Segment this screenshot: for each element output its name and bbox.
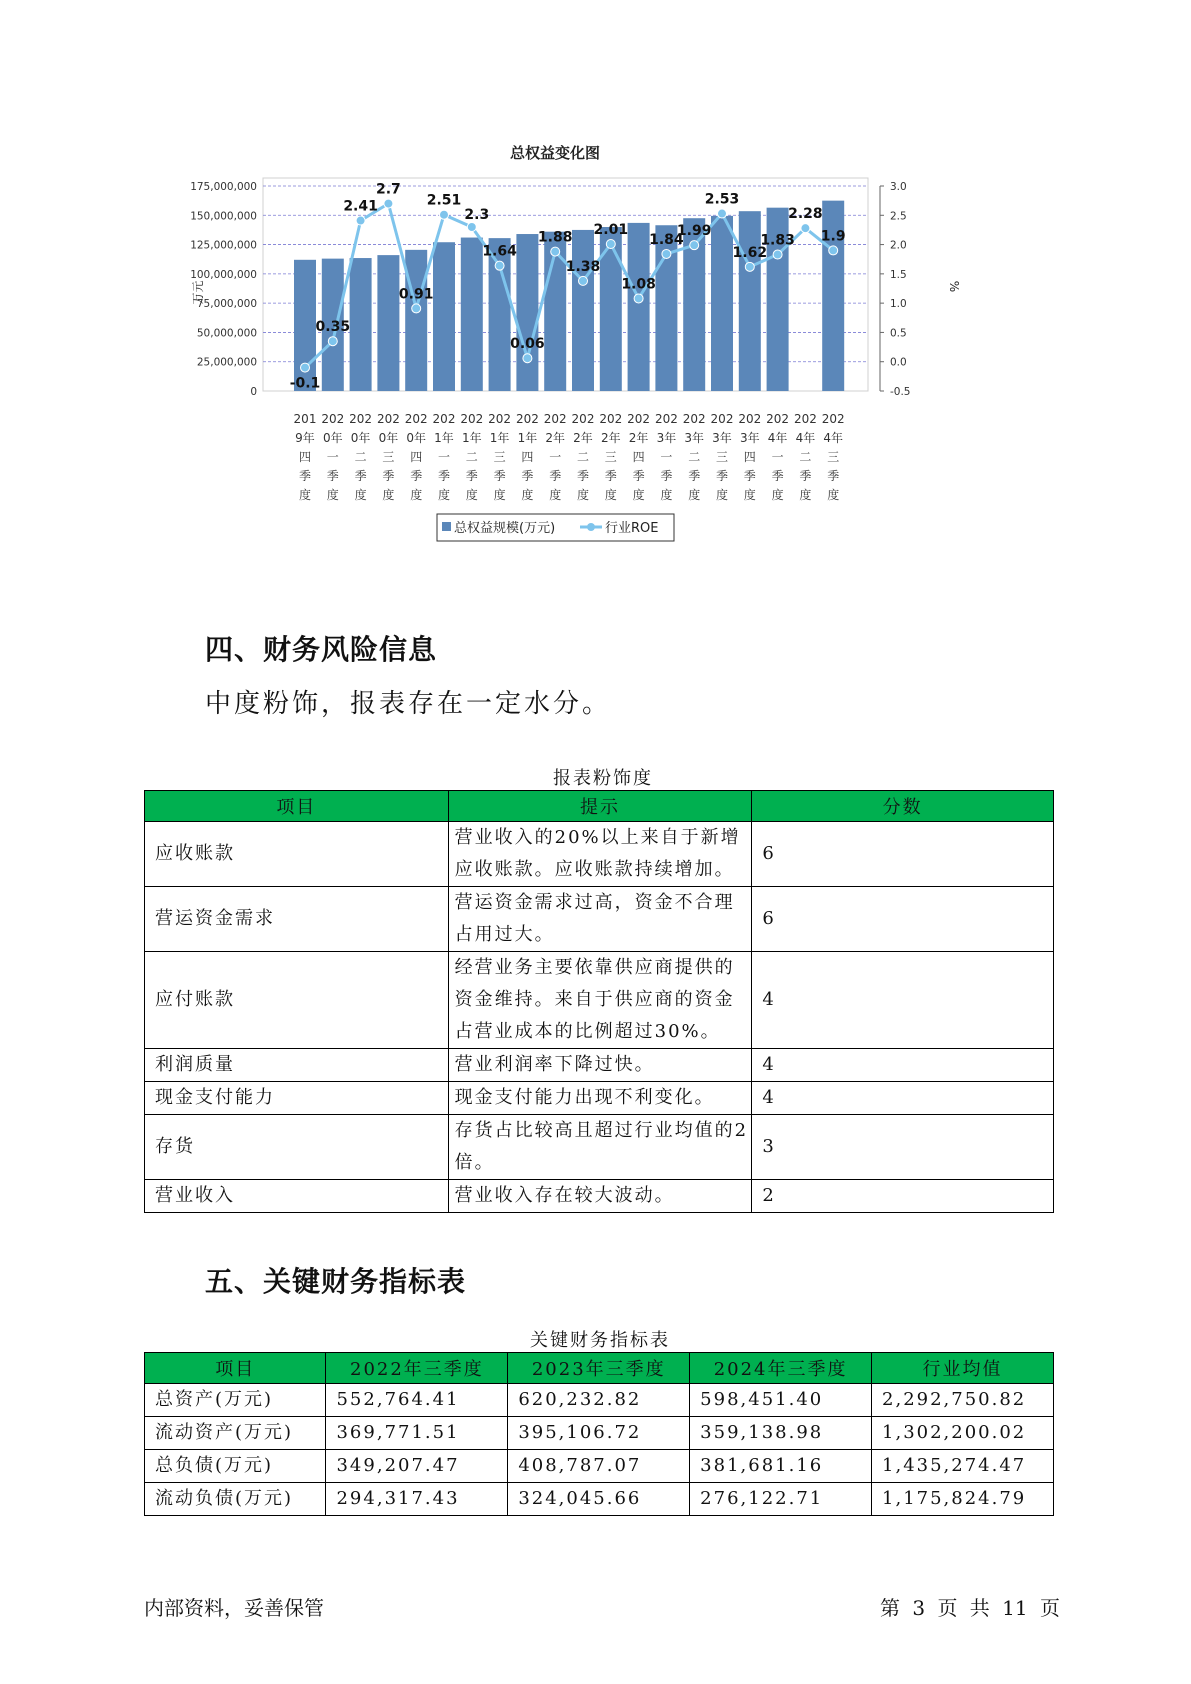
x-tick-label: 一 xyxy=(326,450,339,464)
x-tick-label: 0年 xyxy=(322,431,343,445)
x-tick-label: 季 xyxy=(799,469,812,483)
risk-score-cell: 6 xyxy=(752,887,1054,952)
x-tick-label: 3年 xyxy=(739,431,760,445)
y-tick-label: 100,000,000 xyxy=(190,268,257,281)
x-tick-label: 度 xyxy=(660,488,673,502)
col-header-item: 项目 xyxy=(145,791,449,822)
roe-data-label: 1.38 xyxy=(565,258,601,275)
x-tick-label: 季 xyxy=(688,469,701,483)
x-tick-label: 度 xyxy=(521,488,534,502)
x-tick-label: 4年 xyxy=(767,431,788,445)
risk-score-cell: 6 xyxy=(752,822,1054,887)
roe-data-label: 1.83 xyxy=(760,232,795,249)
x-tick-label: 四 xyxy=(410,450,423,464)
x-tick-label: 2年 xyxy=(573,431,593,445)
legend-bar-label: 总权益规模(万元) xyxy=(454,521,556,536)
risk-item-cell: 现金支付能力 xyxy=(145,1082,449,1115)
kpi-value-cell: 369,771.51 xyxy=(326,1417,508,1450)
table-row xyxy=(145,887,1054,952)
kpi-item-cell: 总负债(万元) xyxy=(145,1450,326,1483)
risk-tip-cell: 营业收入存在较大波动。 xyxy=(448,1180,752,1213)
x-tick-label: 202 xyxy=(682,412,706,426)
legend-line-label: 行业ROE xyxy=(605,521,659,536)
bar xyxy=(600,227,622,391)
x-tick-label: 四 xyxy=(521,450,534,464)
x-tick-label: 202 xyxy=(349,412,373,426)
roe-point xyxy=(384,199,393,208)
kpi-header-2022q3: 2022年三季度 xyxy=(326,1353,508,1384)
x-tick-label: 季 xyxy=(410,469,423,483)
roe-point xyxy=(301,363,310,372)
x-tick-label: 度 xyxy=(799,488,812,502)
x-tick-label: 季 xyxy=(549,469,562,483)
x-tick-label: 季 xyxy=(437,469,451,483)
x-tick-label: 202 xyxy=(376,412,400,426)
x-tick-label: 度 xyxy=(437,488,451,502)
y2-tick-label: 2.0 xyxy=(890,239,907,252)
col-header-score: 分数 xyxy=(752,791,1054,822)
y-tick-label: 25,000,000 xyxy=(196,356,257,369)
x-tick-label: 2年 xyxy=(545,431,566,445)
table-row xyxy=(145,1384,1054,1417)
y2-tick-label: -0.5 xyxy=(890,386,911,398)
x-tick-label: 度 xyxy=(604,488,617,502)
roe-point xyxy=(801,224,810,233)
roe-data-label: 2.51 xyxy=(426,192,462,209)
x-tick-label: 四 xyxy=(743,450,756,464)
kpi-value-cell: 552,764.41 xyxy=(326,1384,508,1417)
kpi-header-2024q3: 2024年三季度 xyxy=(690,1353,872,1384)
chart-title: 总权益变化图 xyxy=(509,144,601,162)
x-tick-label: 度 xyxy=(827,488,840,502)
x-tick-label: 202 xyxy=(627,412,651,426)
roe-data-label: 1.62 xyxy=(732,244,768,261)
x-tick-label: 季 xyxy=(827,469,840,483)
x-tick-label: 一 xyxy=(437,450,451,464)
bar xyxy=(628,223,650,391)
bar xyxy=(377,255,399,391)
x-tick-label: 三 xyxy=(604,450,617,464)
table-row xyxy=(145,952,1054,1049)
risk-tip-cell: 经营业务主要依靠供应商提供的资金维持。来自于供应商的资金占营业成本的比例超过30%。 xyxy=(448,952,752,1049)
roe-data-label: 2.53 xyxy=(704,191,740,208)
table-row xyxy=(145,1082,1054,1115)
risk-score-cell: 2 xyxy=(752,1180,1054,1213)
y-tick-label: 150,000,000 xyxy=(190,210,257,223)
x-tick-label: 度 xyxy=(688,488,701,502)
kpi-header-item: 项目 xyxy=(145,1353,326,1384)
risk-item-cell: 利润质量 xyxy=(145,1049,449,1082)
x-tick-label: 201 xyxy=(293,412,317,426)
kpi-item-cell: 流动资产(万元) xyxy=(145,1417,326,1450)
kpi-value-cell: 294,317.43 xyxy=(326,1483,508,1516)
col-header-tip: 提示 xyxy=(448,791,752,822)
roe-point xyxy=(467,223,476,232)
risk-item-cell: 营运资金需求 xyxy=(145,887,449,952)
x-tick-label: 度 xyxy=(549,488,562,502)
x-tick-label: 9年 xyxy=(295,431,315,445)
footer-page-number: 第 3 页 共 11 页 xyxy=(880,1596,1060,1620)
roe-point xyxy=(579,276,588,285)
x-tick-label: 2年 xyxy=(628,431,649,445)
legend-line-marker xyxy=(587,523,595,531)
roe-point xyxy=(495,261,504,270)
x-tick-label: 度 xyxy=(493,488,506,502)
y2-axis-label: % xyxy=(947,280,961,293)
x-tick-label: 202 xyxy=(599,412,623,426)
risk-tip-cell: 营业利润率下降过快。 xyxy=(448,1049,752,1082)
x-tick-label: 0年 xyxy=(350,431,371,445)
roe-data-label: 2.41 xyxy=(343,198,378,215)
y-tick-label: 75,000,000 xyxy=(196,298,257,311)
roe-point xyxy=(328,337,337,346)
y-axis-label: 万元 xyxy=(191,280,205,305)
x-tick-label: 度 xyxy=(326,488,339,502)
risk-item-cell: 应付账款 xyxy=(145,952,449,1049)
bar xyxy=(433,242,455,391)
x-tick-label: 202 xyxy=(488,412,512,426)
roe-data-label: 1.84 xyxy=(649,231,684,248)
x-tick-label: 季 xyxy=(715,469,729,483)
kpi-table-caption: 关键财务指标表 xyxy=(530,1330,670,1351)
roe-data-label: 1.64 xyxy=(482,243,517,260)
kpi-value-cell: 1,302,200.02 xyxy=(872,1417,1054,1450)
risk-score-cell: 4 xyxy=(752,952,1054,1049)
x-tick-label: 度 xyxy=(298,488,312,502)
risk-tip-cell: 营业收入的20%以上来自于新增应收账款。应收账款持续增加。 xyxy=(448,822,752,887)
bar xyxy=(739,211,761,391)
x-tick-label: 202 xyxy=(571,412,595,426)
risk-tip-cell: 营运资金需求过高，资金不合理占用过大。 xyxy=(448,887,752,952)
kpi-value-cell: 2,292,750.82 xyxy=(872,1384,1054,1417)
roe-point xyxy=(718,209,727,218)
roe-point xyxy=(440,210,449,219)
kpi-value-cell: 620,232.82 xyxy=(508,1384,690,1417)
kpi-value-cell: 598,451.40 xyxy=(690,1384,872,1417)
x-tick-label: 二 xyxy=(688,450,701,464)
risk-tip-cell: 现金支付能力出现不利变化。 xyxy=(448,1082,752,1115)
x-tick-label: 季 xyxy=(521,469,534,483)
roe-data-label: 1.08 xyxy=(621,276,656,293)
x-tick-label: 季 xyxy=(354,469,367,483)
x-tick-label: 202 xyxy=(738,412,762,426)
x-tick-label: 度 xyxy=(743,488,756,502)
x-tick-label: 202 xyxy=(460,412,484,426)
risk-item-cell: 应收账款 xyxy=(145,822,449,887)
x-tick-label: 3年 xyxy=(712,431,732,445)
x-tick-label: 202 xyxy=(793,412,817,426)
kpi-table xyxy=(144,1352,1054,1516)
x-tick-label: 度 xyxy=(715,488,729,502)
x-tick-label: 三 xyxy=(827,450,840,464)
risk-item-cell: 存货 xyxy=(145,1115,449,1180)
x-tick-label: 季 xyxy=(771,469,784,483)
risk-tip-cell: 存货占比较高且超过行业均值的2倍。 xyxy=(448,1115,752,1180)
x-tick-label: 季 xyxy=(493,469,506,483)
x-tick-label: 202 xyxy=(543,412,567,426)
x-tick-label: 4年 xyxy=(823,431,844,445)
y2-tick-label: 1.5 xyxy=(890,268,907,281)
roe-data-label: 1.9 xyxy=(820,228,846,245)
x-tick-label: 季 xyxy=(660,469,673,483)
x-tick-label: 四 xyxy=(632,450,645,464)
y2-tick-label: 0.0 xyxy=(890,356,907,369)
roe-data-label: 0.35 xyxy=(315,319,351,336)
x-tick-label: 3年 xyxy=(656,431,677,445)
roe-data-label: 2.7 xyxy=(375,181,401,198)
table-row xyxy=(145,1450,1054,1483)
risk-score-cell: 4 xyxy=(752,1082,1054,1115)
y-tick-label: 175,000,000 xyxy=(190,181,257,193)
x-tick-label: 202 xyxy=(432,412,456,426)
x-tick-label: 202 xyxy=(515,412,539,426)
x-tick-label: 202 xyxy=(821,412,845,426)
roe-data-label: 2.01 xyxy=(593,221,629,238)
roe-data-label: 0.06 xyxy=(510,336,545,353)
x-tick-label: 4年 xyxy=(795,431,816,445)
equity-chart-svg xyxy=(180,138,970,598)
x-tick-label: 二 xyxy=(576,450,590,464)
x-tick-label: 季 xyxy=(576,469,590,483)
kpi-value-cell: 324,045.66 xyxy=(508,1483,690,1516)
x-tick-label: 三 xyxy=(715,450,729,464)
x-tick-label: 一 xyxy=(660,450,673,464)
section4-title: 四、财务风险信息 xyxy=(205,633,438,666)
y2-tick-label: 3.0 xyxy=(890,181,907,193)
risk-score-cell: 3 xyxy=(752,1115,1054,1180)
equity-chart xyxy=(180,138,970,598)
y2-tick-label: 2.5 xyxy=(890,210,907,223)
x-tick-label: 度 xyxy=(465,488,478,502)
x-tick-label: 季 xyxy=(465,469,478,483)
x-tick-label: 四 xyxy=(298,450,312,464)
x-tick-label: 1年 xyxy=(489,431,510,445)
x-tick-label: 三 xyxy=(382,450,395,464)
x-tick-label: 度 xyxy=(576,488,590,502)
x-tick-label: 202 xyxy=(321,412,345,426)
roe-point xyxy=(662,249,671,258)
x-tick-label: 2年 xyxy=(600,431,621,445)
y2-tick-label: 0.5 xyxy=(890,327,907,340)
roe-point xyxy=(829,246,838,255)
roe-data-label: 2.28 xyxy=(788,206,823,223)
table-row xyxy=(145,1115,1054,1180)
roe-point xyxy=(745,262,754,271)
x-tick-label: 季 xyxy=(382,469,395,483)
x-tick-label: 度 xyxy=(632,488,645,502)
roe-point xyxy=(690,241,699,250)
kpi-item-cell: 总资产(万元) xyxy=(145,1384,326,1417)
kpi-value-cell: 276,122.71 xyxy=(690,1483,872,1516)
bar xyxy=(572,230,594,391)
kpi-value-cell: 1,175,824.79 xyxy=(872,1483,1054,1516)
roe-point xyxy=(412,304,421,313)
x-tick-label: 季 xyxy=(743,469,756,483)
x-tick-label: 3年 xyxy=(684,431,705,445)
roe-data-label: 1.99 xyxy=(676,223,712,240)
roe-data-label: 0.91 xyxy=(398,286,434,303)
y2-tick-label: 1.0 xyxy=(890,298,907,311)
x-tick-label: 度 xyxy=(410,488,423,502)
x-tick-label: 季 xyxy=(604,469,617,483)
section4-summary: 中度粉饰，报表存在一定水分。 xyxy=(205,689,612,719)
footer-confidential: 内部资料，妥善保管 xyxy=(144,1596,324,1620)
risk-table-caption: 报表粉饰度 xyxy=(553,768,653,789)
x-tick-label: 度 xyxy=(771,488,784,502)
x-tick-label: 1年 xyxy=(434,431,454,445)
kpi-header-industry-avg: 行业均值 xyxy=(872,1353,1054,1384)
x-tick-label: 一 xyxy=(549,450,562,464)
roe-data-label: 1.88 xyxy=(537,229,573,246)
x-tick-label: 0年 xyxy=(378,431,399,445)
roe-point xyxy=(523,354,532,363)
bar xyxy=(516,234,538,391)
roe-point xyxy=(551,247,560,256)
table-row xyxy=(145,1483,1054,1516)
kpi-value-cell: 395,106.72 xyxy=(508,1417,690,1450)
kpi-value-cell: 408,787.07 xyxy=(508,1450,690,1483)
y-tick-label: 0 xyxy=(250,386,257,398)
table-row xyxy=(145,1049,1054,1082)
bar xyxy=(711,216,733,391)
kpi-value-cell: 1,435,274.47 xyxy=(872,1450,1054,1483)
x-tick-label: 二 xyxy=(799,450,812,464)
kpi-header-2023q3: 2023年三季度 xyxy=(508,1353,690,1384)
x-tick-label: 三 xyxy=(493,450,506,464)
risk-table xyxy=(144,790,1054,1213)
x-tick-label: 202 xyxy=(654,412,678,426)
x-tick-label: 二 xyxy=(465,450,478,464)
x-tick-label: 度 xyxy=(354,488,367,502)
x-tick-label: 202 xyxy=(710,412,734,426)
x-tick-label: 季 xyxy=(632,469,645,483)
section5-title: 五、关键财务指标表 xyxy=(205,1265,467,1298)
kpi-item-cell: 流动负债(万元) xyxy=(145,1483,326,1516)
table-row xyxy=(145,1180,1054,1213)
x-tick-label: 0年 xyxy=(406,431,427,445)
roe-point xyxy=(356,216,365,225)
bar xyxy=(461,238,483,391)
x-tick-label: 202 xyxy=(766,412,790,426)
legend-bar-swatch xyxy=(442,522,451,531)
table-row xyxy=(145,1417,1054,1450)
roe-point xyxy=(606,239,615,248)
x-tick-label: 季 xyxy=(326,469,339,483)
risk-score-cell: 4 xyxy=(752,1049,1054,1082)
x-tick-label: 202 xyxy=(404,412,428,426)
x-tick-label: 二 xyxy=(354,450,367,464)
bar xyxy=(350,258,372,391)
kpi-value-cell: 349,207.47 xyxy=(326,1450,508,1483)
x-tick-label: 1年 xyxy=(517,431,538,445)
x-tick-label: 1年 xyxy=(461,431,482,445)
table-row xyxy=(145,822,1054,887)
y-tick-label: 50,000,000 xyxy=(196,327,257,340)
x-tick-label: 度 xyxy=(382,488,395,502)
y-tick-label: 125,000,000 xyxy=(190,239,257,252)
roe-data-label: 2.3 xyxy=(464,207,490,223)
x-tick-label: 季 xyxy=(298,469,312,483)
roe-data-label: -0.1 xyxy=(289,375,321,392)
roe-point xyxy=(634,294,643,303)
roe-point xyxy=(773,250,782,259)
bar xyxy=(405,250,427,391)
kpi-value-cell: 381,681.16 xyxy=(690,1450,872,1483)
x-tick-label: 一 xyxy=(771,450,784,464)
risk-item-cell: 营业收入 xyxy=(145,1180,449,1213)
kpi-value-cell: 359,138.98 xyxy=(690,1417,872,1450)
